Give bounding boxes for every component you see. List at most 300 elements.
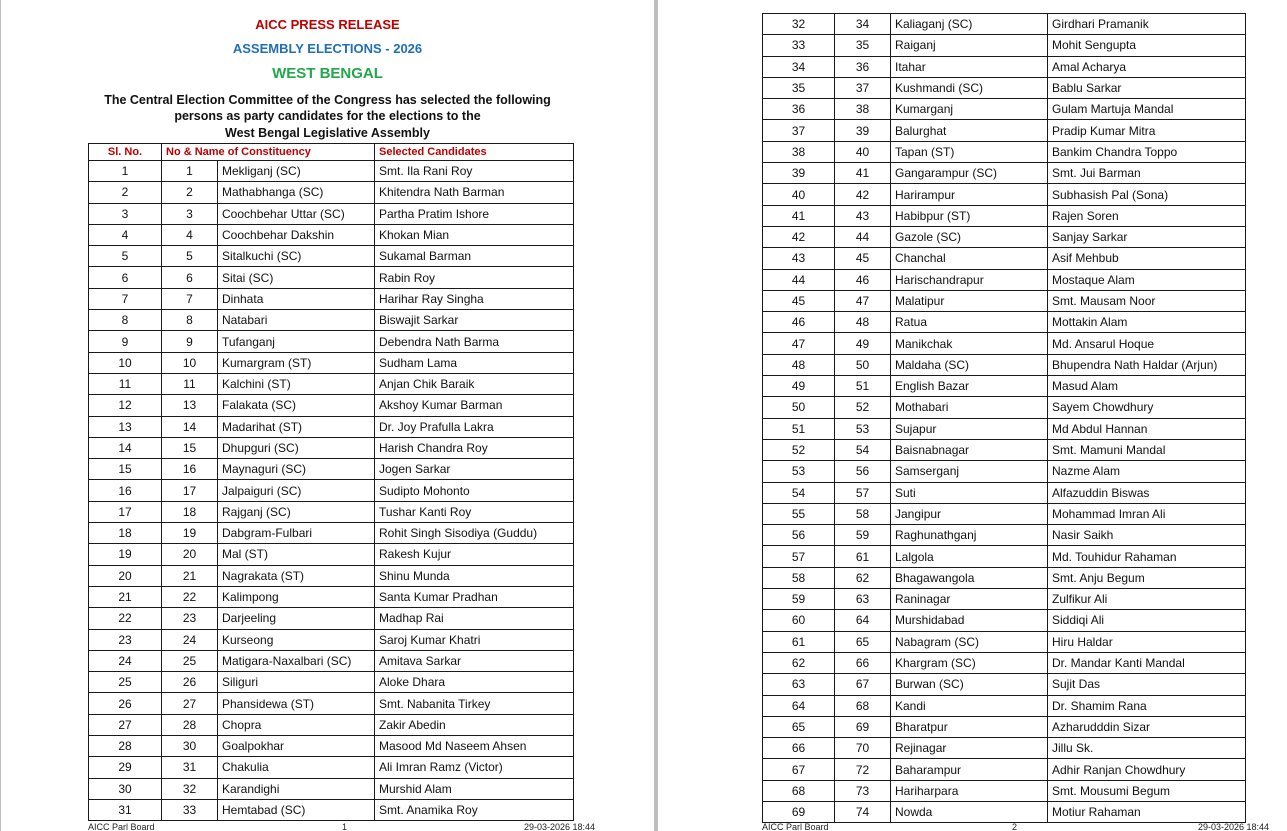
constituency-name-cell: Falakata (SC) (218, 395, 375, 416)
constituency-name-cell: Maldaha (SC) (891, 354, 1048, 375)
sl-no-cell: 20 (89, 565, 162, 586)
constituency-no-cell: 13 (162, 395, 218, 416)
table-row (89, 182, 574, 203)
constituency-no-cell: 41 (835, 163, 891, 184)
document-page-1 (1, 0, 654, 831)
table-row (763, 589, 1246, 610)
constituency-no-cell: 64 (835, 610, 891, 631)
candidate-name-cell: Mottakin Alam (1048, 312, 1246, 333)
constituency-name-cell: Dhupguri (SC) (218, 437, 375, 458)
constituency-name-cell: Raiganj (891, 35, 1048, 56)
candidate-name-cell: Santa Kumar Pradhan (375, 586, 574, 607)
constituency-name-cell: Samserganj (891, 461, 1048, 482)
constituency-no-cell: 53 (835, 418, 891, 439)
constituency-no-cell: 59 (835, 525, 891, 546)
constituency-no-cell: 40 (835, 141, 891, 162)
table-row (89, 693, 574, 714)
candidate-name-cell: Amal Acharya (1048, 56, 1246, 77)
constituency-name-cell: Kalchini (ST) (218, 373, 375, 394)
candidate-name-cell: Alfazuddin Biswas (1048, 482, 1246, 503)
constituency-name-cell: Maynaguri (SC) (218, 459, 375, 480)
constituency-no-cell: 9 (162, 331, 218, 352)
constituency-name-cell: Hemtabad (SC) (218, 799, 375, 820)
constituency-no-cell: 17 (162, 480, 218, 501)
table-row (763, 461, 1246, 482)
candidate-name-cell: Mohit Sengupta (1048, 35, 1246, 56)
candidate-name-cell: Azharudddin Sizar (1048, 716, 1246, 737)
constituency-no-cell: 22 (162, 586, 218, 607)
table-row (89, 459, 574, 480)
constituency-no-cell: 18 (162, 501, 218, 522)
constituency-name-cell: Bharatpur (891, 716, 1048, 737)
candidate-name-cell: Smt. Mausam Noor (1048, 290, 1246, 311)
table-row (763, 14, 1246, 35)
col-header-constituency: No & Name of Constituency (162, 144, 375, 161)
sl-no-cell: 47 (763, 333, 835, 354)
table-row (89, 757, 574, 778)
sl-no-cell: 32 (763, 14, 835, 35)
constituency-name-cell: Raninagar (891, 589, 1048, 610)
table-row (763, 695, 1246, 716)
candidate-name-cell: Ali Imran Ramz (Victor) (375, 757, 574, 778)
constituency-no-cell: 51 (835, 376, 891, 397)
constituency-name-cell: Chakulia (218, 757, 375, 778)
candidate-name-cell: Murshid Alam (375, 778, 574, 799)
table-row (763, 290, 1246, 311)
candidate-name-cell: Madhap Rai (375, 608, 574, 629)
table-row (763, 77, 1246, 98)
sl-no-cell: 40 (763, 184, 835, 205)
table-row (89, 416, 574, 437)
candidate-name-cell: Jogen Sarkar (375, 459, 574, 480)
sl-no-cell: 16 (89, 480, 162, 501)
constituency-no-cell: 38 (835, 99, 891, 120)
constituency-no-cell: 6 (162, 267, 218, 288)
table-row (89, 714, 574, 735)
table-row (763, 525, 1246, 546)
constituency-name-cell: Matigara-Naxalbari (SC) (218, 650, 375, 671)
candidate-name-cell: Saroj Kumar Khatri (375, 629, 574, 650)
candidate-name-cell: Hiru Haldar (1048, 631, 1246, 652)
sl-no-cell: 4 (89, 224, 162, 245)
sl-no-cell: 58 (763, 567, 835, 588)
sl-no-cell: 10 (89, 352, 162, 373)
table-row (89, 799, 574, 820)
constituency-name-cell: Kushmandi (SC) (891, 77, 1048, 98)
constituency-no-cell: 7 (162, 288, 218, 309)
candidate-name-cell: Sudham Lama (375, 352, 574, 373)
table-row (763, 184, 1246, 205)
sl-no-cell: 18 (89, 523, 162, 544)
sl-no-cell: 59 (763, 589, 835, 610)
sl-no-cell: 67 (763, 759, 835, 780)
table-row (763, 674, 1246, 695)
sl-no-cell: 54 (763, 482, 835, 503)
sl-no-cell: 46 (763, 312, 835, 333)
candidate-name-cell: Smt. Ila Rani Roy (375, 161, 574, 182)
sl-no-cell: 56 (763, 525, 835, 546)
candidate-name-cell: Asif Mehbub (1048, 248, 1246, 269)
footer-page-number: 2 (1012, 822, 1018, 831)
candidate-name-cell: Partha Pratim Ishore (375, 203, 574, 224)
candidate-name-cell: Harish Chandra Roy (375, 437, 574, 458)
sl-no-cell: 28 (89, 736, 162, 757)
table-row (89, 437, 574, 458)
constituency-name-cell: Murshidabad (891, 610, 1048, 631)
sl-no-cell: 44 (763, 269, 835, 290)
table-row (763, 163, 1246, 184)
constituency-no-cell: 65 (835, 631, 891, 652)
constituency-name-cell: Mathabhanga (SC) (218, 182, 375, 203)
candidate-name-cell: Tushar Kanti Roy (375, 501, 574, 522)
constituency-name-cell: Lalgola (891, 546, 1048, 567)
col-header-candidates: Selected Candidates (375, 144, 574, 161)
table-row (89, 395, 574, 416)
constituency-name-cell: Kandi (891, 695, 1048, 716)
press-release-heading: AICC PRESS RELEASE (255, 17, 400, 32)
table-header-row (89, 144, 574, 161)
candidate-name-cell: Zulfikur Ali (1048, 589, 1246, 610)
candidate-name-cell: Khokan Mian (375, 224, 574, 245)
candidate-name-cell: Rakesh Kujur (375, 544, 574, 565)
table-row (89, 544, 574, 565)
candidate-name-cell: Akshoy Kumar Barman (375, 395, 574, 416)
table-row (763, 312, 1246, 333)
candidate-name-cell: Aloke Dhara (375, 672, 574, 693)
table-row (89, 224, 574, 245)
candidate-name-cell: Smt. Nabanita Tirkey (375, 693, 574, 714)
constituency-no-cell: 1 (162, 161, 218, 182)
constituency-no-cell: 26 (162, 672, 218, 693)
constituency-no-cell: 72 (835, 759, 891, 780)
constituency-no-cell: 49 (835, 333, 891, 354)
constituency-no-cell: 2 (162, 182, 218, 203)
constituency-name-cell: Darjeeling (218, 608, 375, 629)
constituency-name-cell: Bhagawangola (891, 567, 1048, 588)
sl-no-cell: 49 (763, 376, 835, 397)
sl-no-cell: 24 (89, 650, 162, 671)
intro-line: The Central Election Committee of the Congress has selected the following (104, 93, 551, 107)
constituency-name-cell: Phansidewa (ST) (218, 693, 375, 714)
constituency-name-cell: Suti (891, 482, 1048, 503)
table-row (89, 778, 574, 799)
constituency-name-cell: Baharampur (891, 759, 1048, 780)
sl-no-cell: 31 (89, 799, 162, 820)
candidate-name-cell: Biswajit Sarkar (375, 310, 574, 331)
sl-no-cell: 43 (763, 248, 835, 269)
sl-no-cell: 50 (763, 397, 835, 418)
constituency-no-cell: 4 (162, 224, 218, 245)
candidate-name-cell: Masud Alam (1048, 376, 1246, 397)
candidate-name-cell: Smt. Anju Begum (1048, 567, 1246, 588)
table-row (763, 801, 1246, 822)
sl-no-cell: 64 (763, 695, 835, 716)
candidate-name-cell: Nazme Alam (1048, 461, 1246, 482)
constituency-no-cell: 52 (835, 397, 891, 418)
constituency-no-cell: 28 (162, 714, 218, 735)
constituency-no-cell: 5 (162, 246, 218, 267)
candidate-name-cell: Siddiqi Ali (1048, 610, 1246, 631)
sl-no-cell: 55 (763, 503, 835, 524)
candidate-name-cell: Debendra Nath Barma (375, 331, 574, 352)
sl-no-cell: 38 (763, 141, 835, 162)
candidate-name-cell: Smt. Jui Barman (1048, 163, 1246, 184)
table-row (89, 629, 574, 650)
constituency-name-cell: Sitalkuchi (SC) (218, 246, 375, 267)
table-row (763, 248, 1246, 269)
constituency-no-cell: 3 (162, 203, 218, 224)
constituency-name-cell: Mothabari (891, 397, 1048, 418)
sl-no-cell: 45 (763, 290, 835, 311)
constituency-name-cell: Chopra (218, 714, 375, 735)
constituency-no-cell: 31 (162, 757, 218, 778)
constituency-no-cell: 69 (835, 716, 891, 737)
footer-board: AICC Parl Board (762, 822, 829, 831)
document-page-2 (658, 0, 1287, 831)
constituency-name-cell: Itahar (891, 56, 1048, 77)
candidate-name-cell: Nasir Saikh (1048, 525, 1246, 546)
constituency-no-cell: 37 (835, 77, 891, 98)
table-row (89, 331, 574, 352)
constituency-no-cell: 39 (835, 120, 891, 141)
constituency-name-cell: Kaliaganj (SC) (891, 14, 1048, 35)
table-row (89, 608, 574, 629)
candidate-name-cell: Rabin Roy (375, 267, 574, 288)
candidate-name-cell: Dr. Shamim Rana (1048, 695, 1246, 716)
table-row (89, 246, 574, 267)
table-row (89, 586, 574, 607)
constituency-no-cell: 68 (835, 695, 891, 716)
constituency-name-cell: Tufanganj (218, 331, 375, 352)
sl-no-cell: 57 (763, 546, 835, 567)
sl-no-cell: 12 (89, 395, 162, 416)
sl-no-cell: 21 (89, 586, 162, 607)
table-row (763, 482, 1246, 503)
sl-no-cell: 62 (763, 652, 835, 673)
sl-no-cell: 52 (763, 439, 835, 460)
sl-no-cell: 41 (763, 205, 835, 226)
table-row (89, 161, 574, 182)
candidates-table-page-2 (762, 13, 1246, 823)
table-row (763, 738, 1246, 759)
candidate-name-cell: Masood Md Naseem Ahsen (375, 736, 574, 757)
candidate-name-cell: Sujit Das (1048, 674, 1246, 695)
constituency-name-cell: Hariharpara (891, 780, 1048, 801)
constituency-name-cell: Madarihat (ST) (218, 416, 375, 437)
constituency-name-cell: Rejinagar (891, 738, 1048, 759)
candidate-name-cell: Motiur Rahaman (1048, 801, 1246, 822)
table-row (89, 565, 574, 586)
sl-no-cell: 69 (763, 801, 835, 822)
sl-no-cell: 27 (89, 714, 162, 735)
sl-no-cell: 14 (89, 437, 162, 458)
sl-no-cell: 35 (763, 77, 835, 98)
candidate-name-cell: Khitendra Nath Barman (375, 182, 574, 203)
constituency-name-cell: Jangipur (891, 503, 1048, 524)
table-row (763, 716, 1246, 737)
constituency-name-cell: Khargram (SC) (891, 652, 1048, 673)
constituency-name-cell: Jalpaiguri (SC) (218, 480, 375, 501)
constituency-no-cell: 32 (162, 778, 218, 799)
table-row (763, 439, 1246, 460)
table-row (763, 610, 1246, 631)
candidate-name-cell: Bablu Sarkar (1048, 77, 1246, 98)
sl-no-cell: 51 (763, 418, 835, 439)
candidate-name-cell: Smt. Mamuni Mandal (1048, 439, 1246, 460)
candidate-name-cell: Dr. Mandar Kanti Mandal (1048, 652, 1246, 673)
constituency-name-cell: Chanchal (891, 248, 1048, 269)
constituency-no-cell: 8 (162, 310, 218, 331)
constituency-name-cell: Manikchak (891, 333, 1048, 354)
sl-no-cell: 29 (89, 757, 162, 778)
constituency-no-cell: 47 (835, 290, 891, 311)
table-row (763, 376, 1246, 397)
table-row (763, 354, 1246, 375)
footer-board: AICC Parl Board (88, 822, 155, 831)
constituency-no-cell: 62 (835, 567, 891, 588)
constituency-no-cell: 27 (162, 693, 218, 714)
constituency-name-cell: Coochbehar Dakshin (218, 224, 375, 245)
sl-no-cell: 33 (763, 35, 835, 56)
sl-no-cell: 9 (89, 331, 162, 352)
constituency-name-cell: Harirampur (891, 184, 1048, 205)
candidate-name-cell: Amitava Sarkar (375, 650, 574, 671)
table-row (89, 310, 574, 331)
sl-no-cell: 26 (89, 693, 162, 714)
sl-no-cell: 53 (763, 461, 835, 482)
constituency-no-cell: 73 (835, 780, 891, 801)
table-row (763, 56, 1246, 77)
constituency-name-cell: Nagrakata (ST) (218, 565, 375, 586)
constituency-name-cell: Kumargram (ST) (218, 352, 375, 373)
constituency-name-cell: Raghunathganj (891, 525, 1048, 546)
table-row (763, 652, 1246, 673)
constituency-name-cell: Sujapur (891, 418, 1048, 439)
constituency-no-cell: 67 (835, 674, 891, 695)
table-row (763, 503, 1246, 524)
sl-no-cell: 22 (89, 608, 162, 629)
table-row (89, 501, 574, 522)
constituency-no-cell: 63 (835, 589, 891, 610)
sl-no-cell: 13 (89, 416, 162, 437)
candidate-name-cell: Anjan Chik Baraik (375, 373, 574, 394)
candidate-name-cell: Sukamal Barman (375, 246, 574, 267)
sl-no-cell: 2 (89, 182, 162, 203)
sl-no-cell: 39 (763, 163, 835, 184)
table-row (89, 480, 574, 501)
table-row (763, 333, 1246, 354)
candidates-table-page-1 (88, 143, 574, 821)
constituency-name-cell: Dinhata (218, 288, 375, 309)
candidate-name-cell: Rajen Soren (1048, 205, 1246, 226)
constituency-no-cell: 30 (162, 736, 218, 757)
table-row (763, 35, 1246, 56)
sl-no-cell: 65 (763, 716, 835, 737)
constituency-no-cell: 58 (835, 503, 891, 524)
table-row (763, 269, 1246, 290)
elections-heading: ASSEMBLY ELECTIONS - 2026 (232, 41, 423, 56)
sl-no-cell: 34 (763, 56, 835, 77)
table-row (89, 352, 574, 373)
constituency-no-cell: 74 (835, 801, 891, 822)
constituency-no-cell: 57 (835, 482, 891, 503)
intro-line: West Bengal Legislative Assembly (225, 125, 430, 140)
constituency-name-cell: Ratua (891, 312, 1048, 333)
constituency-no-cell: 21 (162, 565, 218, 586)
table-row (89, 267, 574, 288)
candidate-name-cell: Smt. Anamika Roy (375, 799, 574, 820)
constituency-name-cell: Tapan (ST) (891, 141, 1048, 162)
sl-no-cell: 42 (763, 226, 835, 247)
constituency-name-cell: Coochbehar Uttar (SC) (218, 203, 375, 224)
col-header-sl-no: Sl. No. (89, 144, 162, 161)
constituency-name-cell: Siliguri (218, 672, 375, 693)
constituency-name-cell: Kurseong (218, 629, 375, 650)
constituency-name-cell: English Bazar (891, 376, 1048, 397)
candidate-name-cell: Sayem Chowdhury (1048, 397, 1246, 418)
constituency-no-cell: 35 (835, 35, 891, 56)
constituency-name-cell: Gangarampur (SC) (891, 163, 1048, 184)
constituency-name-cell: Nabagram (SC) (891, 631, 1048, 652)
table-row (763, 546, 1246, 567)
constituency-no-cell: 11 (162, 373, 218, 394)
sl-no-cell: 1 (89, 161, 162, 182)
constituency-name-cell: Burwan (SC) (891, 674, 1048, 695)
constituency-name-cell: Habibpur (ST) (891, 205, 1048, 226)
table-row (763, 631, 1246, 652)
sl-no-cell: 8 (89, 310, 162, 331)
constituency-no-cell: 15 (162, 437, 218, 458)
table-row (89, 523, 574, 544)
table-row (89, 672, 574, 693)
constituency-no-cell: 20 (162, 544, 218, 565)
candidate-name-cell: Mohammad Imran Ali (1048, 503, 1246, 524)
candidate-name-cell: Md. Touhidur Rahaman (1048, 546, 1246, 567)
constituency-no-cell: 19 (162, 523, 218, 544)
constituency-no-cell: 46 (835, 269, 891, 290)
candidate-name-cell: Rohit Singh Sisodiya (Guddu) (375, 523, 574, 544)
table-row (89, 203, 574, 224)
constituency-no-cell: 23 (162, 608, 218, 629)
constituency-no-cell: 48 (835, 312, 891, 333)
footer-page-number: 1 (342, 822, 348, 831)
candidate-name-cell: Sanjay Sarkar (1048, 226, 1246, 247)
constituency-no-cell: 70 (835, 738, 891, 759)
table-row (89, 650, 574, 671)
sl-no-cell: 61 (763, 631, 835, 652)
table-row (763, 397, 1246, 418)
sl-no-cell: 3 (89, 203, 162, 224)
candidate-name-cell: Girdhari Pramanik (1048, 14, 1246, 35)
sl-no-cell: 15 (89, 459, 162, 480)
table-row (89, 373, 574, 394)
candidate-name-cell: Subhasish Pal (Sona) (1048, 184, 1246, 205)
constituency-name-cell: Gazole (SC) (891, 226, 1048, 247)
table-row (763, 567, 1246, 588)
candidate-name-cell: Shinu Munda (375, 565, 574, 586)
candidate-name-cell: Adhir Ranjan Chowdhury (1048, 759, 1246, 780)
table-row (89, 288, 574, 309)
constituency-no-cell: 34 (835, 14, 891, 35)
sl-no-cell: 60 (763, 610, 835, 631)
sl-no-cell: 19 (89, 544, 162, 565)
constituency-no-cell: 66 (835, 652, 891, 673)
constituency-name-cell: Karandighi (218, 778, 375, 799)
table-row (763, 780, 1246, 801)
candidate-name-cell: Smt. Mousumi Begum (1048, 780, 1246, 801)
sl-no-cell: 66 (763, 738, 835, 759)
constituency-no-cell: 61 (835, 546, 891, 567)
